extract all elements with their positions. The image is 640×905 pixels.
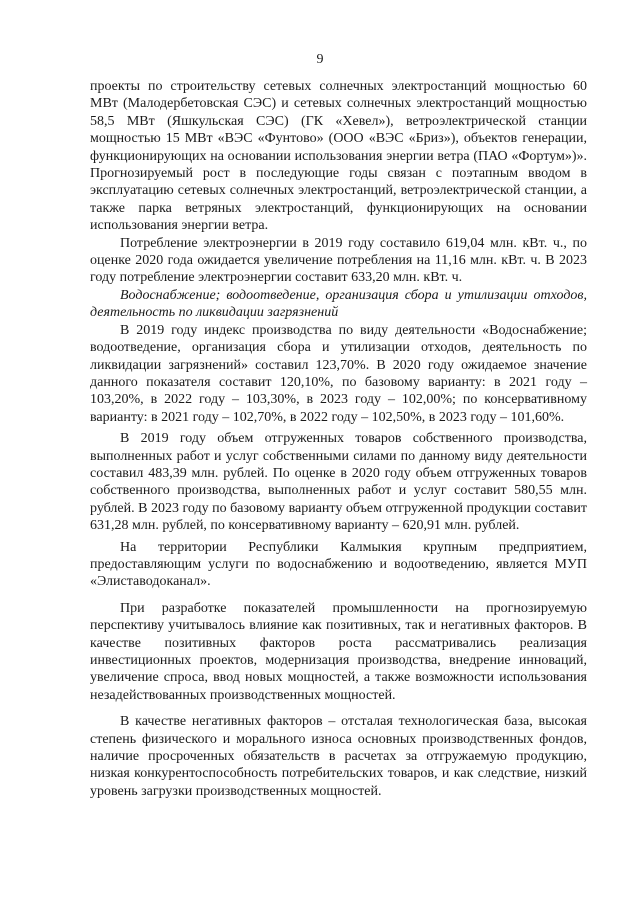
paragraph-positive-factors: При разработке показателей промышленности на прогнозируемую перспективу учитывалось влияние как позитивных, так и негативных факторов. В качестве позитивных факторов роста рассматривались реализация инвестиционных проектов, модернизация производства, внедрение инноваций, увеличение спроса, ввод новых мощностей, а также возможности использования незадействованных производственных мощностей. xyxy=(90,600,587,703)
section-heading-water-supply: Водоснабжение; водоотведение, организация сбора и утилизации отходов, деятельность по ликвидации загрязнений xyxy=(90,287,587,321)
page-number: 9 xyxy=(316,52,324,67)
paragraph-production-index: В 2019 году индекс производства по виду деятельности «Водоснабжение; водоотведение, организация сбора и утилизации отходов, деятельность по ликвидации загрязнений» составил 123,70%. В 2020 году ожидаемое значение данного показателя составит 120,10%, по базовому варианту: в 2021 году – 103,20%, в 2022 году – 103,30%, в 2023 году – 102,00%; по консервативному варианту: в 2021 году – 102,70%, в 2022 году – 102,50%, в 2023 году – 101,60%. xyxy=(90,322,587,425)
paragraph-electricity-consumption: Потребление электроэнергии в 2019 году составило 619,04 млн. кВт. ч., по оценке 2020 года ожидается увеличение потребления на 11,16 млн. кВт. ч. В 2023 году потребление электроэнергии составит 633,20 млн. кВт. ч. xyxy=(90,235,587,286)
paragraph-major-enterprise: На территории Республики Калмыкия крупным предприятием, предоставляющим услуги по водоснабжению и водоотведению, является МУП «Элиставодоканал». xyxy=(90,539,587,590)
paragraph-negative-factors: В качестве негативных факторов – отсталая технологическая база, высокая степень физического и морального износа основных производственных фондов, наличие просроченных обязательств в расчетах за отгружаемую продукцию, низкая конкурентоспособность потребительских товаров, и как следствие, низкий уровень загрузки производственных мощностей. xyxy=(90,714,587,799)
paragraph-renewable-projects: проекты по строительству сетевых солнечных электростанций мощностью 60 МВт (Малодербетовская СЭС) и сетевых солнечных электростанций мощностью 58,5 МВт (Яшкульская СЭС) (ГК «Хевел»), ветроэлектрической станции мощностью 15 МВт «ВЭС «Фунтово» (ООО «ВЭС «Бриз»), объектов генерации, функционирующих на основании использования энергии ветра (ПАО «Фортум»)». Прогнозируемый рост в последующие годы связан с поэтапным вводом в эксплуатацию сетевых солнечных электростанций, ветроэлектрической станции, а также парка ветряных электростанций, функционирующих на основании использования энергии ветра. xyxy=(90,79,587,234)
paragraph-shipped-goods: В 2019 году объем отгруженных товаров собственного производства, выполненных работ и услуг собственными силами по данному виду деятельности составил 483,39 млн. рублей. По оценке в 2020 году объем отгруженных товаров собственного производства, выполненных работ и услуг составит 580,55 млн. рублей. В 2023 году по базовому варианту объем отгруженной продукции составит 631,28 млн. рублей, по консервативному варианту – 620,91 млн. рублей. xyxy=(90,431,587,534)
document-body xyxy=(90,78,587,800)
